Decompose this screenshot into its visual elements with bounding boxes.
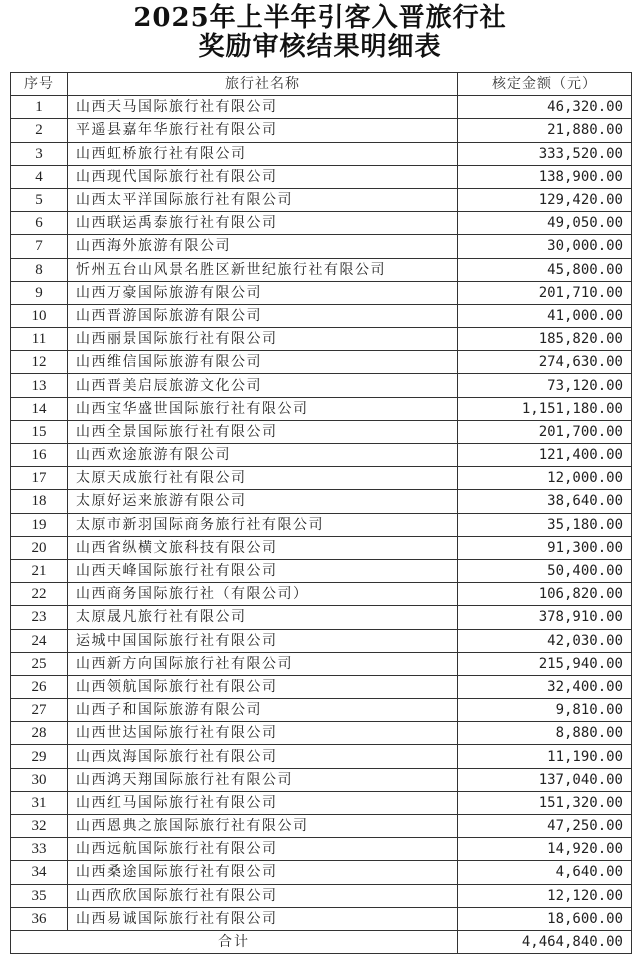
- row-index: 12: [11, 351, 68, 374]
- approved-amount: 201,710.00: [458, 281, 632, 304]
- agency-name: 山西虹桥旅行社有限公司: [68, 142, 458, 165]
- approved-amount: 46,320.00: [458, 96, 632, 119]
- approved-amount: 274,630.00: [458, 351, 632, 374]
- row-index: 15: [11, 420, 68, 443]
- approved-amount: 12,000.00: [458, 467, 632, 490]
- approved-amount: 50,400.00: [458, 559, 632, 582]
- table-row: [11, 165, 632, 188]
- table-row: [11, 374, 632, 397]
- table-row: [11, 861, 632, 884]
- row-index: 16: [11, 444, 68, 467]
- agency-name: 山西丽景国际旅行社有限公司: [68, 328, 458, 351]
- row-index: 9: [11, 281, 68, 304]
- row-index: 11: [11, 328, 68, 351]
- agency-name: 山西子和国际旅游有限公司: [68, 699, 458, 722]
- agency-name: 山西红马国际旅行社有限公司: [68, 791, 458, 814]
- agency-name: 山西远航国际旅行社有限公司: [68, 838, 458, 861]
- table-row: [11, 351, 632, 374]
- row-index: 28: [11, 722, 68, 745]
- agency-name: 山西联运禹泰旅行社有限公司: [68, 212, 458, 235]
- agency-name: 山西欢途旅游有限公司: [68, 444, 458, 467]
- table-row: [11, 606, 632, 629]
- table-row: [11, 815, 632, 838]
- table-row: [11, 745, 632, 768]
- agency-name: 平遥县嘉年华旅行社有限公司: [68, 119, 458, 142]
- approved-amount: 14,920.00: [458, 838, 632, 861]
- table-row: [11, 119, 632, 142]
- row-index: 32: [11, 815, 68, 838]
- row-index: 25: [11, 652, 68, 675]
- table-row: [11, 722, 632, 745]
- agency-name: 山西天马国际旅行社有限公司: [68, 96, 458, 119]
- agency-name: 山西宝华盛世国际旅行社有限公司: [68, 397, 458, 420]
- approved-amount: 30,000.00: [458, 235, 632, 258]
- table-row: [11, 513, 632, 536]
- approved-amount: 333,520.00: [458, 142, 632, 165]
- table-row: [11, 768, 632, 791]
- agency-name: 山西桑途国际旅行社有限公司: [68, 861, 458, 884]
- row-index: 19: [11, 513, 68, 536]
- table-row: [11, 397, 632, 420]
- row-index: 33: [11, 838, 68, 861]
- agency-name: 山西世达国际旅行社有限公司: [68, 722, 458, 745]
- approved-amount: 8,880.00: [458, 722, 632, 745]
- approved-amount: 12,120.00: [458, 884, 632, 907]
- table-row: [11, 444, 632, 467]
- row-index: 24: [11, 629, 68, 652]
- agency-name: 山西海外旅游有限公司: [68, 235, 458, 258]
- agency-name: 山西晋美启辰旅游文化公司: [68, 374, 458, 397]
- agency-name: 运城中国国际旅行社有限公司: [68, 629, 458, 652]
- table-row: [11, 907, 632, 930]
- agency-name: 山西商务国际旅行社（有限公司）: [68, 583, 458, 606]
- approved-amount: 47,250.00: [458, 815, 632, 838]
- agency-name: 山西新方向国际旅行社有限公司: [68, 652, 458, 675]
- row-index: 17: [11, 467, 68, 490]
- row-index: 1: [11, 96, 68, 119]
- table-row: [11, 699, 632, 722]
- row-index: 7: [11, 235, 68, 258]
- row-index: 18: [11, 490, 68, 513]
- document-title-line1: 2025年上半年引客入晋旅行社: [133, 3, 507, 33]
- table-row: [11, 838, 632, 861]
- approved-amount: 185,820.00: [458, 328, 632, 351]
- total-row: [11, 930, 632, 953]
- row-index: 10: [11, 304, 68, 327]
- approved-amount: 4,640.00: [458, 861, 632, 884]
- document-title-line2: 奖励审核结果明细表: [198, 32, 442, 62]
- row-index: 3: [11, 142, 68, 165]
- table-header-row: [11, 73, 632, 96]
- approved-amount: 73,120.00: [458, 374, 632, 397]
- approved-amount: 9,810.00: [458, 699, 632, 722]
- approved-amount: 215,940.00: [458, 652, 632, 675]
- row-index: 8: [11, 258, 68, 281]
- table-row: [11, 559, 632, 582]
- approved-amount: 41,000.00: [458, 304, 632, 327]
- agency-name: 山西太平洋国际旅行社有限公司: [68, 188, 458, 211]
- approved-amount: 138,900.00: [458, 165, 632, 188]
- row-index: 35: [11, 884, 68, 907]
- row-index: 4: [11, 165, 68, 188]
- row-index: 21: [11, 559, 68, 582]
- table-row: [11, 258, 632, 281]
- row-index: 36: [11, 907, 68, 930]
- approved-amount: 91,300.00: [458, 536, 632, 559]
- table-row: [11, 420, 632, 443]
- row-index: 29: [11, 745, 68, 768]
- row-index: 27: [11, 699, 68, 722]
- approved-amount: 21,880.00: [458, 119, 632, 142]
- approved-amount: 11,190.00: [458, 745, 632, 768]
- approved-amount: 121,400.00: [458, 444, 632, 467]
- row-index: 6: [11, 212, 68, 235]
- agency-name: 山西鸿天翔国际旅行社有限公司: [68, 768, 458, 791]
- approved-amount: 137,040.00: [458, 768, 632, 791]
- agency-name: 山西欣欣国际旅行社有限公司: [68, 884, 458, 907]
- approved-amount: 201,700.00: [458, 420, 632, 443]
- row-index: 31: [11, 791, 68, 814]
- agency-name: 山西天峰国际旅行社有限公司: [68, 559, 458, 582]
- row-index: 23: [11, 606, 68, 629]
- table-row: [11, 675, 632, 698]
- agency-name: 山西恩典之旅国际旅行社有限公司: [68, 815, 458, 838]
- header-index: 序号: [11, 73, 68, 96]
- approved-amount: 49,050.00: [458, 212, 632, 235]
- table-row: [11, 212, 632, 235]
- agency-name: 山西省纵横文旅科技有限公司: [68, 536, 458, 559]
- row-index: 30: [11, 768, 68, 791]
- total-amount: 4,464,840.00: [458, 930, 632, 953]
- row-index: 26: [11, 675, 68, 698]
- approved-amount: 151,320.00: [458, 791, 632, 814]
- table-row: [11, 142, 632, 165]
- table-row: [11, 583, 632, 606]
- row-index: 14: [11, 397, 68, 420]
- table-row: [11, 884, 632, 907]
- agency-name: 山西万豪国际旅游有限公司: [68, 281, 458, 304]
- approved-amount: 32,400.00: [458, 675, 632, 698]
- agency-name: 太原好运来旅游有限公司: [68, 490, 458, 513]
- approved-amount: 106,820.00: [458, 583, 632, 606]
- row-index: 20: [11, 536, 68, 559]
- agency-name: 太原晟凡旅行社有限公司: [68, 606, 458, 629]
- table-row: [11, 652, 632, 675]
- table-row: [11, 281, 632, 304]
- agency-name: 山西岚海国际旅行社有限公司: [68, 745, 458, 768]
- agency-name: 山西易诚国际旅行社有限公司: [68, 907, 458, 930]
- approved-amount: 378,910.00: [458, 606, 632, 629]
- table-row: [11, 188, 632, 211]
- table-row: [11, 467, 632, 490]
- total-label: 合计: [11, 930, 458, 953]
- reward-table: [10, 72, 632, 954]
- agency-name: 山西全景国际旅行社有限公司: [68, 420, 458, 443]
- header-name: 旅行社名称: [68, 73, 458, 96]
- approved-amount: 42,030.00: [458, 629, 632, 652]
- table-row: [11, 304, 632, 327]
- table-row: [11, 536, 632, 559]
- approved-amount: 38,640.00: [458, 490, 632, 513]
- agency-name: 山西晋游国际旅游有限公司: [68, 304, 458, 327]
- agency-name: 山西现代国际旅行社有限公司: [68, 165, 458, 188]
- header-amount: 核定金额（元）: [458, 73, 632, 96]
- approved-amount: 1,151,180.00: [458, 397, 632, 420]
- agency-name: 太原市新羽国际商务旅行社有限公司: [68, 513, 458, 536]
- table-row: [11, 96, 632, 119]
- approved-amount: 45,800.00: [458, 258, 632, 281]
- row-index: 5: [11, 188, 68, 211]
- approved-amount: 129,420.00: [458, 188, 632, 211]
- table-row: [11, 629, 632, 652]
- row-index: 22: [11, 583, 68, 606]
- table-row: [11, 328, 632, 351]
- agency-name: 山西维信国际旅游有限公司: [68, 351, 458, 374]
- table-row: [11, 235, 632, 258]
- approved-amount: 35,180.00: [458, 513, 632, 536]
- approved-amount: 18,600.00: [458, 907, 632, 930]
- table-row: [11, 791, 632, 814]
- row-index: 34: [11, 861, 68, 884]
- agency-name: 忻州五台山风景名胜区新世纪旅行社有限公司: [68, 258, 458, 281]
- row-index: 2: [11, 119, 68, 142]
- row-index: 13: [11, 374, 68, 397]
- table-row: [11, 490, 632, 513]
- agency-name: 太原天成旅行社有限公司: [68, 467, 458, 490]
- agency-name: 山西领航国际旅行社有限公司: [68, 675, 458, 698]
